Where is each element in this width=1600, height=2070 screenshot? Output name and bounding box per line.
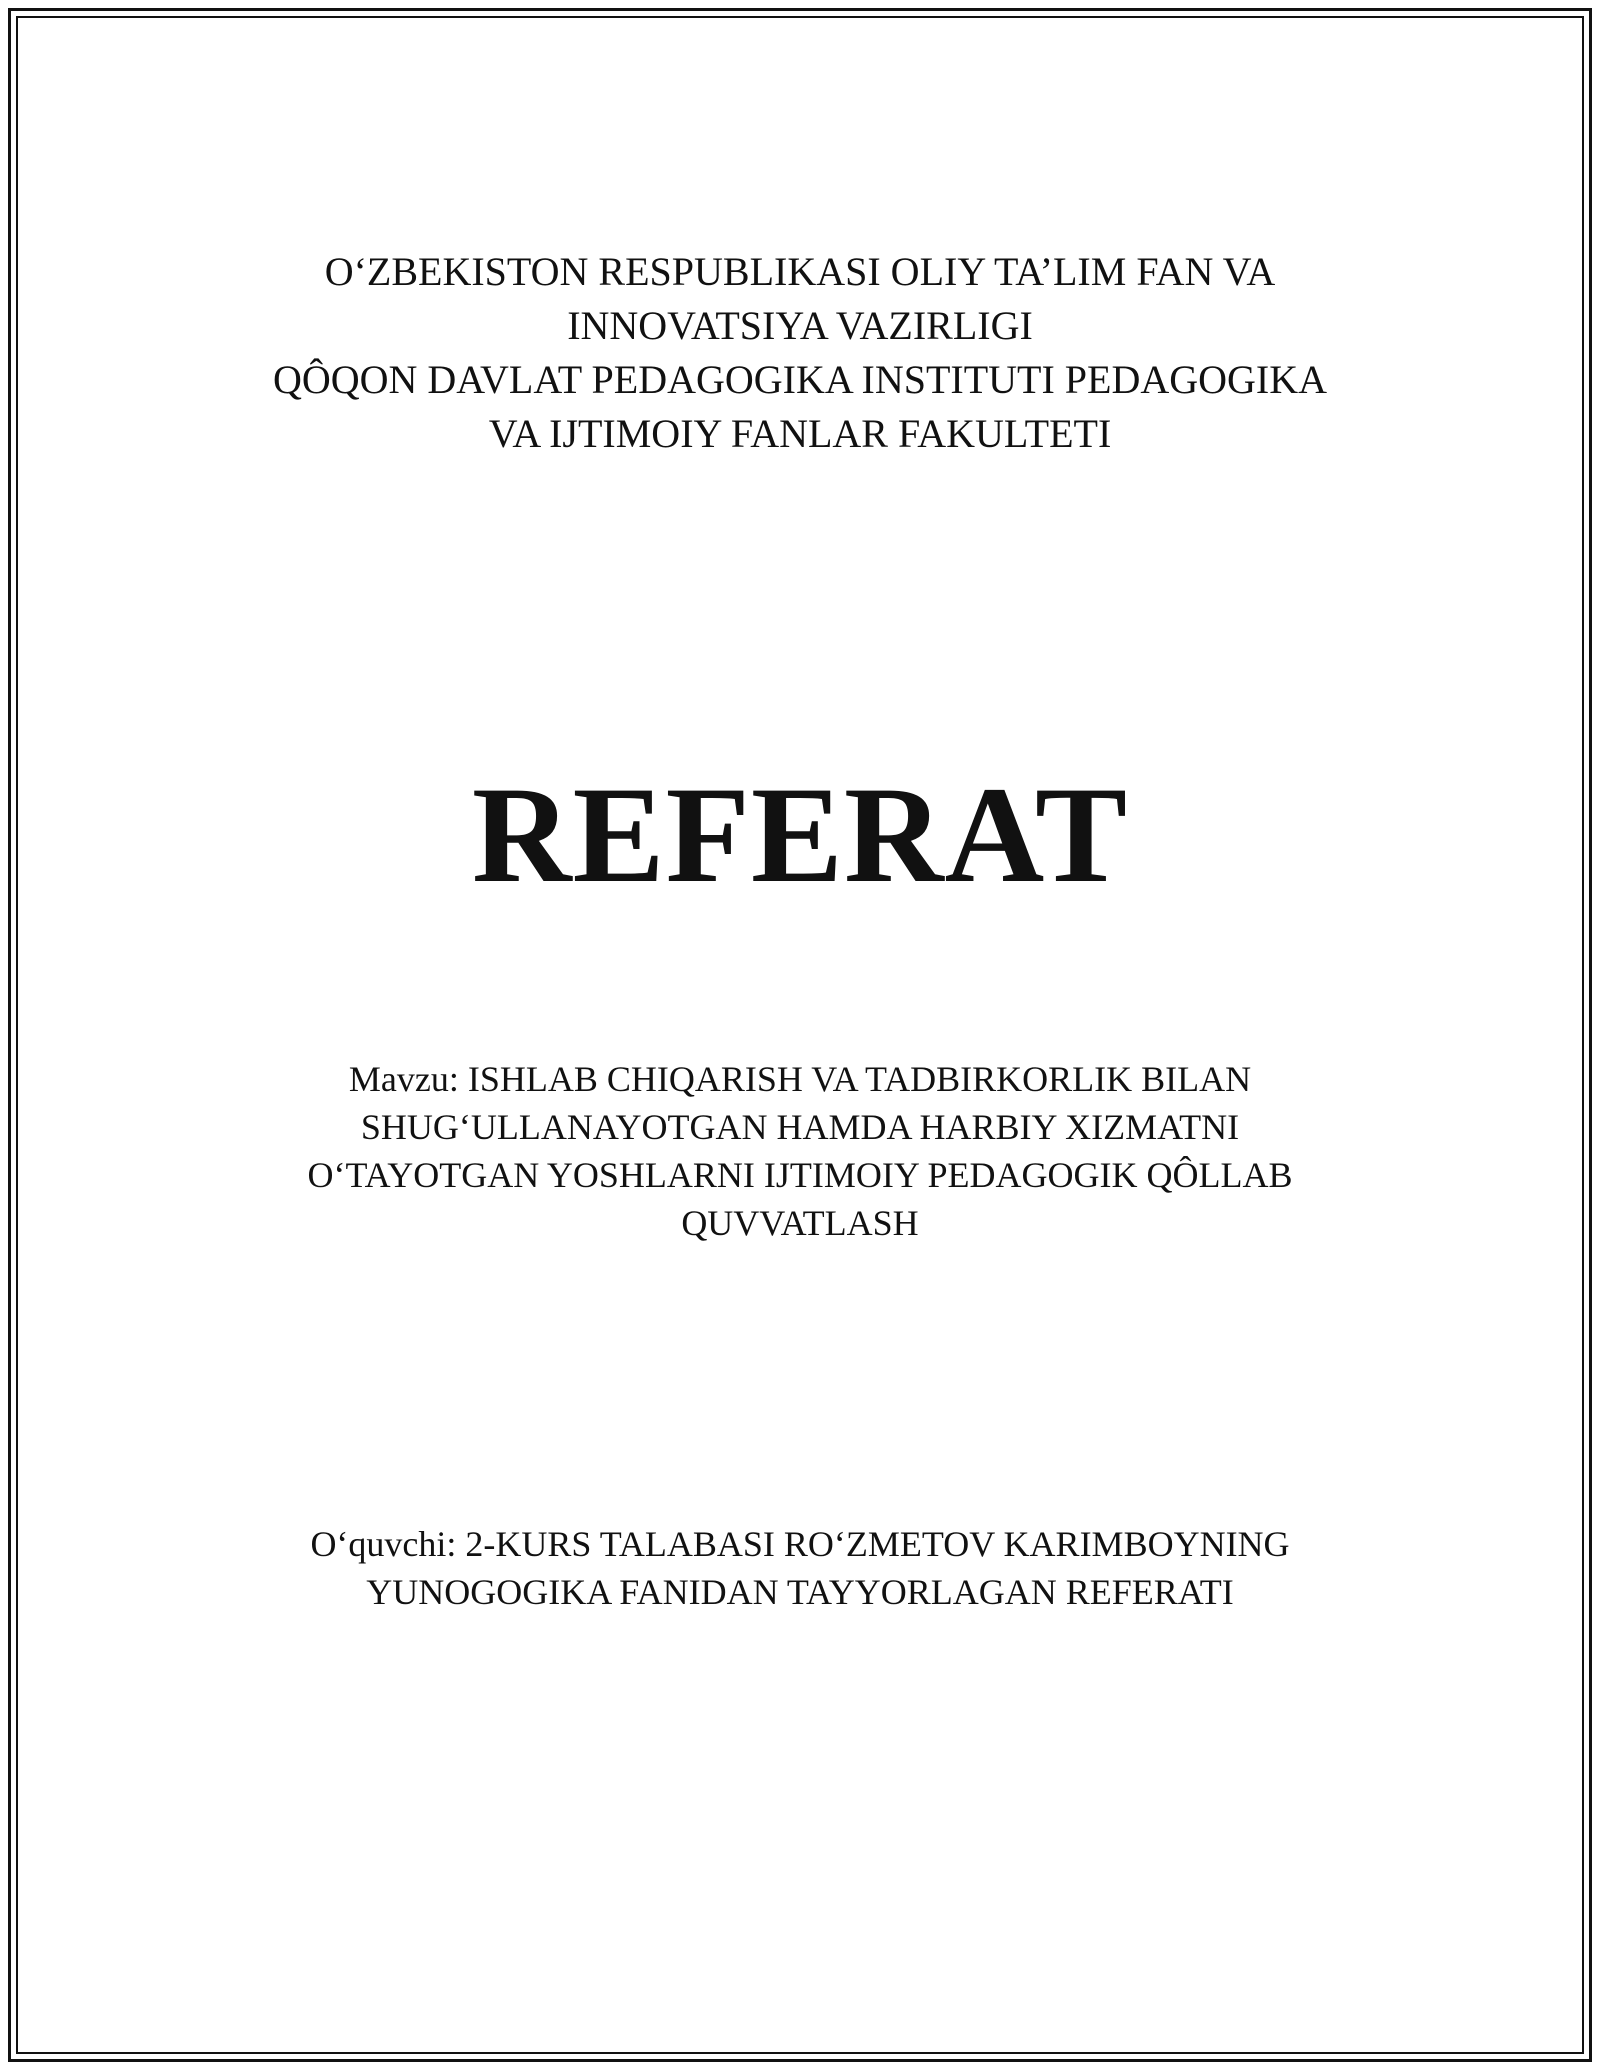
topic-block	[0, 1055, 1600, 1247]
topic-line: O‘TAYOTGAN YOSHLARNI IJTIMOIY PEDAGOGIK QÔLLAB	[307, 1155, 1293, 1195]
student-line: O‘quvchi: 2-KURS TALABASI RO‘ZMETOV KARIMBOYNING	[310, 1524, 1290, 1564]
topic-line: QUVVATLASH	[681, 1203, 919, 1243]
student-line: YUNOGOGIKA FANIDAN TAYYORLAGAN REFERATI	[366, 1572, 1234, 1612]
student-block	[0, 1520, 1600, 1616]
header-line: QÔQON DAVLAT PEDAGOGIKA INSTITUTI PEDAGOGIKA	[272, 357, 1328, 402]
header-line: O‘ZBEKISTON RESPUBLIKASI OLIY TA’LIM FAN VA	[324, 249, 1276, 294]
document-title: REFERAT	[471, 758, 1129, 911]
topic-line: Mavzu: ISHLAB CHIQARISH VA TADBIRKORLIK BILAN	[348, 1059, 1252, 1099]
topic-line: SHUG‘ULLANAYOTGAN HAMDA HARBIY XIZMATNI	[360, 1107, 1240, 1147]
header-line: INNOVATSIYA VAZIRLIGI	[567, 303, 1033, 348]
institution-header	[0, 245, 1600, 461]
header-line: VA IJTIMOIY FANLAR FAKULTETI	[488, 411, 1112, 456]
